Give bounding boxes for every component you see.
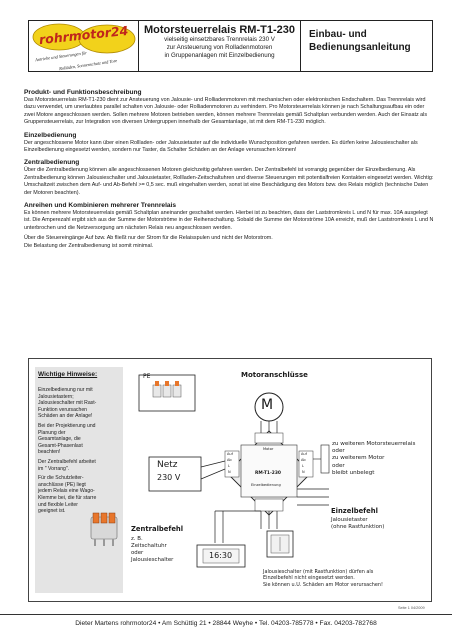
- product-title: Motorsteuerrelais RM-T1-230: [144, 24, 295, 36]
- logo-graphic: [29, 21, 139, 71]
- right-note-line: oder: [332, 448, 345, 455]
- section-paragraph: Der angeschlossene Motor kann über einen Rollladen- oder Jalousietaster auf die individuelle Wunschposition gefahren werden. Es dürfen keine Jalousieschalter als Einzelbedienung eingesetzt werden, sondern nur Taster, da Schalter Schäden an der Anlage verursachen können!: [24, 139, 418, 154]
- footer-contact: Dieter Martens rohrmotor24 • Am Schüttig 21 • 28844 Weyhe • Tel. 04203-785778 • Fax. 04203-782768: [75, 620, 377, 627]
- warning-line: Einzelbefehl nicht eingesetzt werden.: [263, 575, 355, 582]
- terminal-ab-right: Ab: [301, 458, 306, 462]
- logo-wordmark: rohrmotor24: [38, 22, 129, 48]
- net-voltage: 230 V: [157, 473, 181, 482]
- header-title-block: [139, 21, 301, 71]
- relay-model-label: RM-T1-230: [255, 471, 281, 476]
- motor-section-title: Motoranschlüsse: [241, 371, 308, 379]
- schematic-graphic: [29, 359, 433, 603]
- zentral-line: z. B.: [131, 536, 143, 542]
- terminal-l-left: L: [228, 464, 230, 468]
- wiring-diagram: [28, 358, 432, 602]
- zentral-line: Jalousieschalter: [131, 557, 174, 563]
- warning-note: [263, 569, 431, 588]
- einzelbefehl-title: Einzelbefehl: [331, 507, 378, 515]
- page-number: Seite 1 04/2009: [398, 606, 425, 610]
- product-subtitle-1: vielseitig einsetzbares Trennrelais 230 V: [164, 36, 275, 43]
- section-heading: Produkt- und Funktionsbeschreibung: [24, 89, 142, 96]
- section-anreihen: [24, 201, 434, 250]
- zentral-line: oder: [131, 550, 144, 556]
- description-text: [24, 88, 434, 254]
- section-product: [24, 88, 434, 127]
- right-note: [332, 441, 428, 477]
- timer-display: 16:30: [209, 551, 233, 560]
- warning-line: Jalousieschalter (mit Rastfunktion) dürfen als: [263, 569, 374, 575]
- section-zentralbedienung: [24, 158, 434, 197]
- pe-label: PE: [143, 373, 151, 380]
- logo: [29, 21, 139, 71]
- terminal-auf-right: Auf: [301, 452, 307, 456]
- section-paragraph: Über die Steuereingänge Auf bzw. Ab fließt nur der Strom für die Relaisspulen und nicht der Motorstrom.: [24, 235, 273, 242]
- right-note-line: zu weiteren Motorsteuerrelais: [332, 441, 416, 447]
- section-heading: Zentralbedienung: [24, 159, 80, 167]
- zentralbefehl-desc: [131, 536, 173, 564]
- section-paragraph: Über die Zentralbedienung können alle angeschlossenen Motoren gleichzeitig gefahren werden. Der Zentralbefehl ist vorrangig gegenüber der Einzelbedienung. Als Zentralbedienung können Jalousieschalter und Jalousietaster, Rollladen-Zeitschaltuhren und diverse Steuerungen mit potentialfreien Kontakten eingesetzt werden. Wichtig: Umschaltzeit zwischen dem Auf- und Ab-Befehl >= 0,5 sec. muß eingehalten werden, sonst ist eine Beschädigung des Motors bzw. des Relais möglich (technische Daten der Motoren beachten).: [24, 167, 434, 196]
- hint-item: Bei der Projektierung und Planung der Gesamtanlage, die Gesamt-Phasenlast beachten!: [38, 422, 96, 456]
- section-einzelbedienung: [24, 131, 434, 155]
- section-paragraph: Es können mehrere Motorsteuerrelais gemäß Schaltplan aneinander geschaltet werden. Hierbei ist zu beachten, dass der Laststromkreis L und N für max. 10A ausgelegt ist. Die Amperezahl ergibt sich aus der Summe der Motorströme in der Reihenschaltung. Sobald die Summe der Motorströme 10A erreicht, muß der Laststromkreis L und N unterbrochen und die Netzversorgung am nächsten Relais neu angeschlossen werden.: [24, 210, 434, 231]
- logo-tagline-2: Rolläden, Sonnenschutz und Tore: [58, 58, 118, 71]
- hint-item: Der Zentralbefehl arbeitet im " Vorrang".: [38, 458, 96, 472]
- relay-motor-label: Motor: [263, 447, 274, 451]
- hint-item: Für die Schutzleiter-anschlüsse (PE) liegt jedem Relais eine Wago-Klemme bei, die für starre und flexible Leiter geeignet ist.: [38, 475, 97, 515]
- einzelbefehl-sub-1: Jalousietaster: [331, 517, 368, 523]
- net-label: Netz: [157, 460, 178, 470]
- motor-symbol: M: [261, 397, 274, 413]
- footer-divider: [0, 614, 452, 615]
- terminal-auf-left: Auf: [227, 452, 233, 456]
- section-paragraph: Das Motorsteuerrelais RM-T1-230 dient zur Ansteuerung von Jalousie- und Rolliadenmotoren mit mechanischen oder elektronischen Endschaltern. Das Trennrelais wird dazu verwendet, um unerlaubtes parallel schalten von Jalousie- oder Rolliadenmotoren zu verhindern. Pro Motorsteuerrelais können je nach Schaltungsaufbau ein oder zwei Motore angeschlossen werden. Sollen mehrere Motoren betrieben werden, können mehrere Trennrelais gemäß Schaltplan verbunden werden. Auch der Einsatz als Gruppensteuerrelais, zur Integration von diversen Untergruppen innerhalb der Gesamtanlage, ist mit dem RM-T1-230 möglich.: [24, 97, 428, 126]
- header-box: [28, 20, 433, 72]
- einzelbefehl-sub-2: (ohne Rastfunktion): [331, 524, 385, 530]
- right-note-line: zu weiterem Motor: [332, 455, 385, 462]
- terminal-l-right: L: [302, 464, 304, 468]
- logo-tagline-1: Antriebe und Steuerungen für: [34, 50, 88, 63]
- section-heading: Einzelbedienung: [24, 131, 77, 139]
- product-subtitle-2: zur Ansteuerung von Rolladenmotoren: [166, 44, 273, 51]
- warning-line: Sie können u.U. Schäden am Motor verursachen!: [263, 581, 383, 588]
- relay-einzel-label: Einzelbedienung: [251, 483, 281, 487]
- hints-title: Wichtige Hinweise:: [38, 371, 98, 378]
- section-paragraph: Die Belastung der Zentralbedienung ist somit minimal.: [24, 242, 154, 249]
- section-heading: Anreihen und Kombinieren mehrerer Trennrelais: [24, 202, 177, 210]
- right-note-line: bleibt unbelegt: [332, 469, 375, 476]
- terminal-n-right: N: [302, 470, 305, 474]
- zentral-line: Zeitschaltuhr: [131, 543, 167, 549]
- doc-type-line-2: Bedienungsanleitung: [309, 42, 411, 53]
- right-note-line: oder: [332, 462, 345, 469]
- product-subtitle-3: in Gruppenanlagen mit Einzelbedienung: [164, 52, 275, 59]
- doc-type-line-1: Einbau- und: [309, 29, 367, 40]
- terminal-n-left: N: [228, 470, 231, 474]
- terminal-ab-left: Ab: [227, 458, 232, 462]
- hint-item: Einzelbedienung nur mit Jalousietastern; Jalousieschalter mit Rast-Funktion verursachen Schäden an der Anlage!: [38, 387, 97, 420]
- zentralbefehl-title: Zentralbefehl: [131, 525, 184, 533]
- header-doc-type: [301, 21, 432, 71]
